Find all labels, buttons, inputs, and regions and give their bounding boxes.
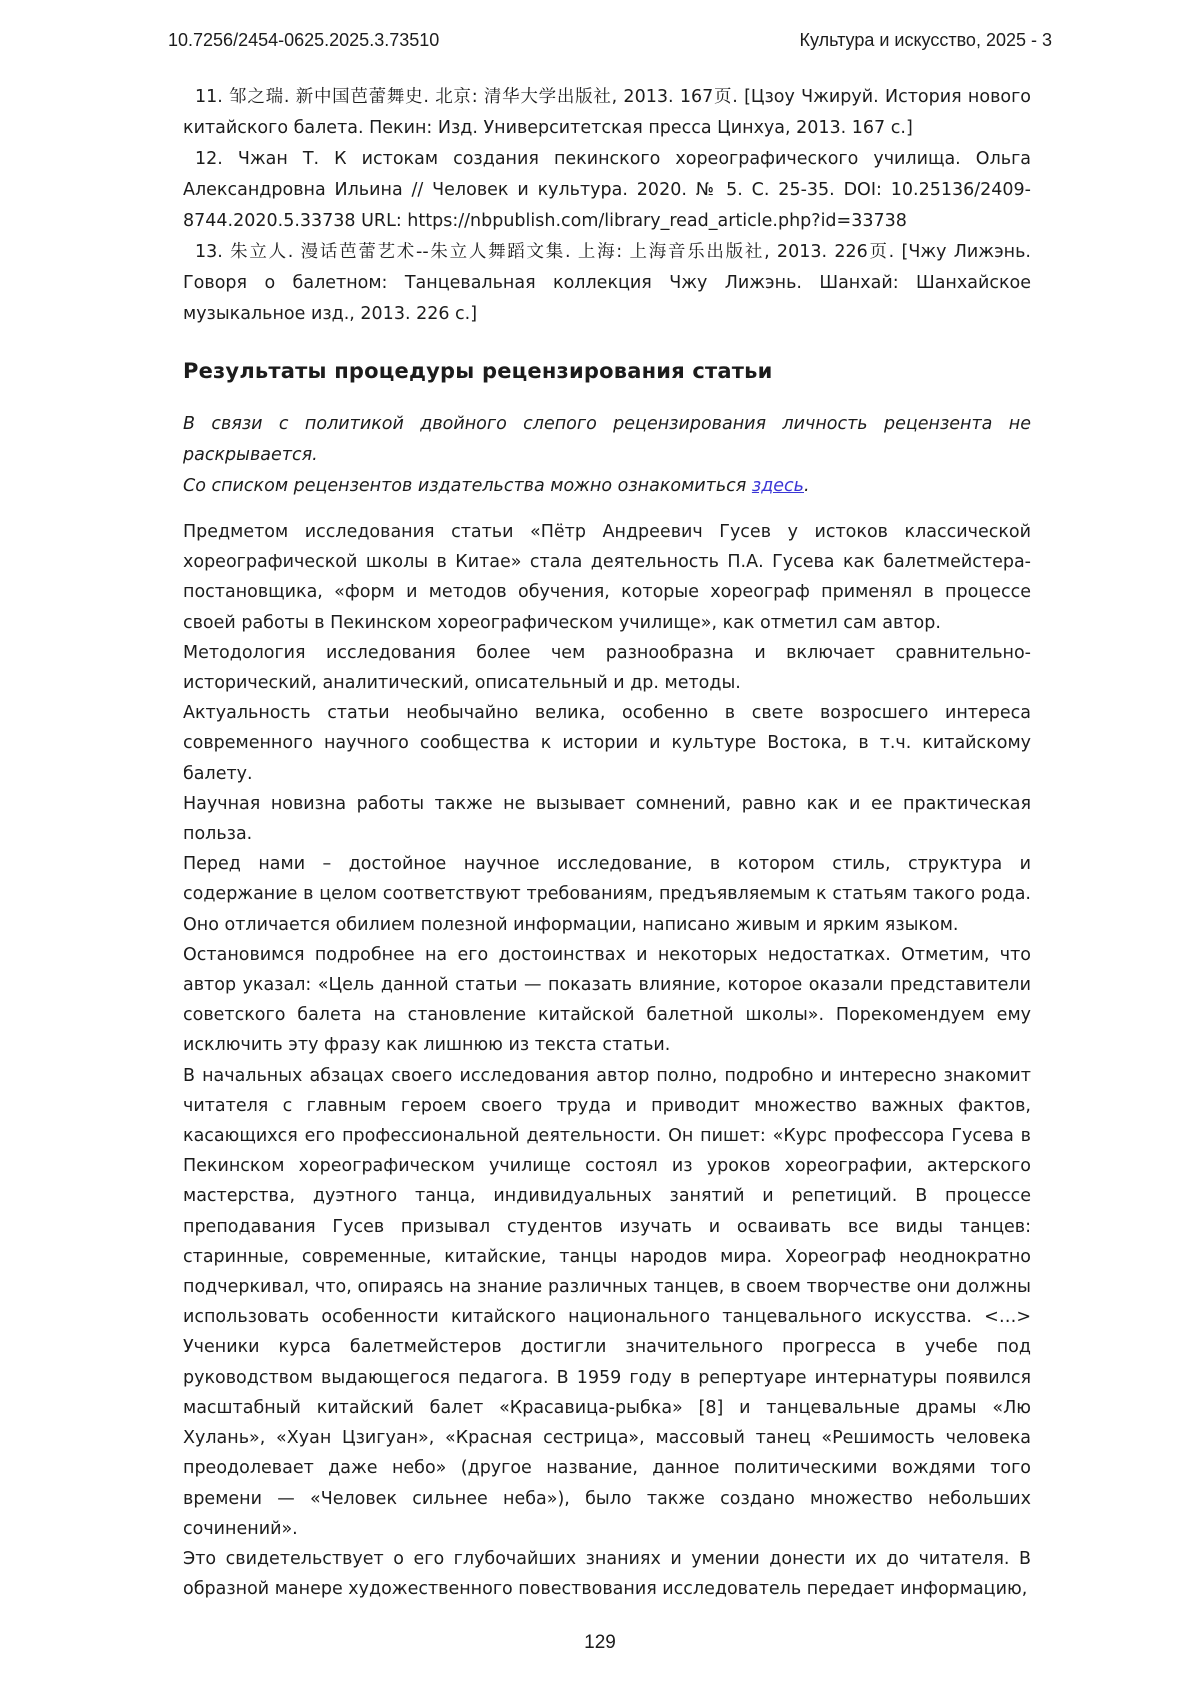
review-paragraph: Перед нами – достойное научное исследование, в котором стиль, структура и содержание в целом соответствуют требованиям, предъявляемым к статьям такого рода. Оно отличается обилием полезной информации, написано живым и ярким языком. — [183, 854, 1031, 935]
review-body — [183, 517, 1031, 1604]
page-header — [168, 30, 1052, 50]
review-paragraph: Это свидетельствует о его глубочайших знаниях и умении донести их до читателя. В образной манере художественного повествования исследователь передает информацию, — [183, 1548, 1031, 1600]
page-number: 129 — [584, 1632, 616, 1653]
reference-list — [183, 82, 1031, 330]
review-paragraph: В начальных абзацах своего исследования автор полно, подробно и интересно знакомит читателя с главным героем своего труда и приводит множество важных фактов, касающихся его профессиональной деятельности. Он пишет: «Курс профессора Гусева в Пекинском хореографическом училище состоял из уроков хореографии, актерского мастерства, дуэтного танца, индивидуальных занятий и репетиций. В процессе преподавания Гусев призывал студентов изучать и осваивать все виды танцев: старинные, современные, китайские, танцы народов мира. Хореограф неоднократно подчеркивал, что, опираясь на знание различных танцев, в своем творчестве они должны использовать особенности китайского национального танцевального искусства. <…> Ученики курса балетмейстеров достигли значительного прогресса в учебе под руководством выдающегося педагога. В 1959 году в репертуаре интернатуры появился масштабный китайский балет «Красавица-рыбка» [8] и танцевальные драмы «Лю Хулань», «Хуан Цзигуан», «Красная сестрица», массовый танец «Решимость человека преодолевает даже небо» (другое название, данное политическими вождями того времени — «Человек сильнее неба»), было также создано множество небольших сочинений». — [183, 1065, 1031, 1539]
reviewers-list-link[interactable]: здесь — [751, 476, 804, 496]
review-paragraph: Актуальность статьи необычайно велика, особенно в свете возросшего интереса современного научного сообщества к истории и культуре Востока, в т.ч. китайскому балету. — [183, 703, 1031, 784]
reviewers-note-suffix: . — [804, 476, 810, 496]
review-paragraph: Предметом исследования статьи «Пётр Андреевич Гусев у истоков классической хореографической школы в Китае» стала деятельность П.А. Гусева как балетмейстера-постановщика, «форм и методов обучения, которые хореограф применял в процессе своей работы в Пекинском хореографическом училище», как отметил сам автор. — [183, 522, 1031, 633]
reviewers-note-prefix: Со списком рецензентов издательства можно ознакомиться — [183, 476, 752, 496]
review-policy-notice — [183, 409, 1031, 502]
journal-title: Культура и искусство, 2025 - 3 — [799, 30, 1052, 50]
doi-label: 10.7256/2454-0625.2025.3.73510 — [168, 30, 440, 50]
reference-item: 13. 朱立人. 漫话芭蕾艺术--朱立人舞蹈文集. 上海: 上海音乐出版社, 2013. 226页. [Чжу Лижэнь. Говоря о балетном: Танцевальная коллекция Чжу Лижэнь. Шанхай: Шанхайское музыкальное изд., 2013. 226 с.] — [183, 242, 1031, 324]
policy-note: В связи с политикой двойного слепого рецензирования личность рецензента не раскрывается. — [183, 414, 1031, 465]
reference-item: 12. Чжан Т. К истокам создания пекинского хореографического училища. Ольга Александровна Ильина // Человек и культура. 2020. № 5. С. 25-35. DOI: 10.25136/2409-8744.2020.5.33738 URL: https://nbpublish.com/library_read_article.php?id=33738 — [183, 149, 1031, 231]
review-paragraph: Методология исследования более чем разнообразна и включает сравнительно-исторический, аналитический, описательный и др. методы. — [183, 642, 1031, 694]
review-paragraph: Научная новизна работы также не вызывает сомнений, равно как и ее практическая польза. — [183, 793, 1031, 845]
review-paragraph: Остановимся подробнее на его достоинствах и некоторых недостатках. Отметим, что автор указал: «Цель данной статьи — показать влияние, которое оказали представители советского балета на становление китайской балетной школы». Порекомендуем ему исключить эту фразу как лишнюю из текста статьи. — [183, 944, 1031, 1056]
reference-item: 11. 邹之瑞. 新中国芭蕾舞史. 北京: 清华大学出版社, 2013. 167页. [Цзоу Чжируй. История нового китайского балета. Пекин: Изд. Университетская пресса Цинхуа, 2013. 167 с.] — [183, 87, 1031, 138]
reviewers-list-note — [183, 471, 1031, 502]
section-title: Результаты процедуры рецензирования статьи — [183, 359, 773, 383]
